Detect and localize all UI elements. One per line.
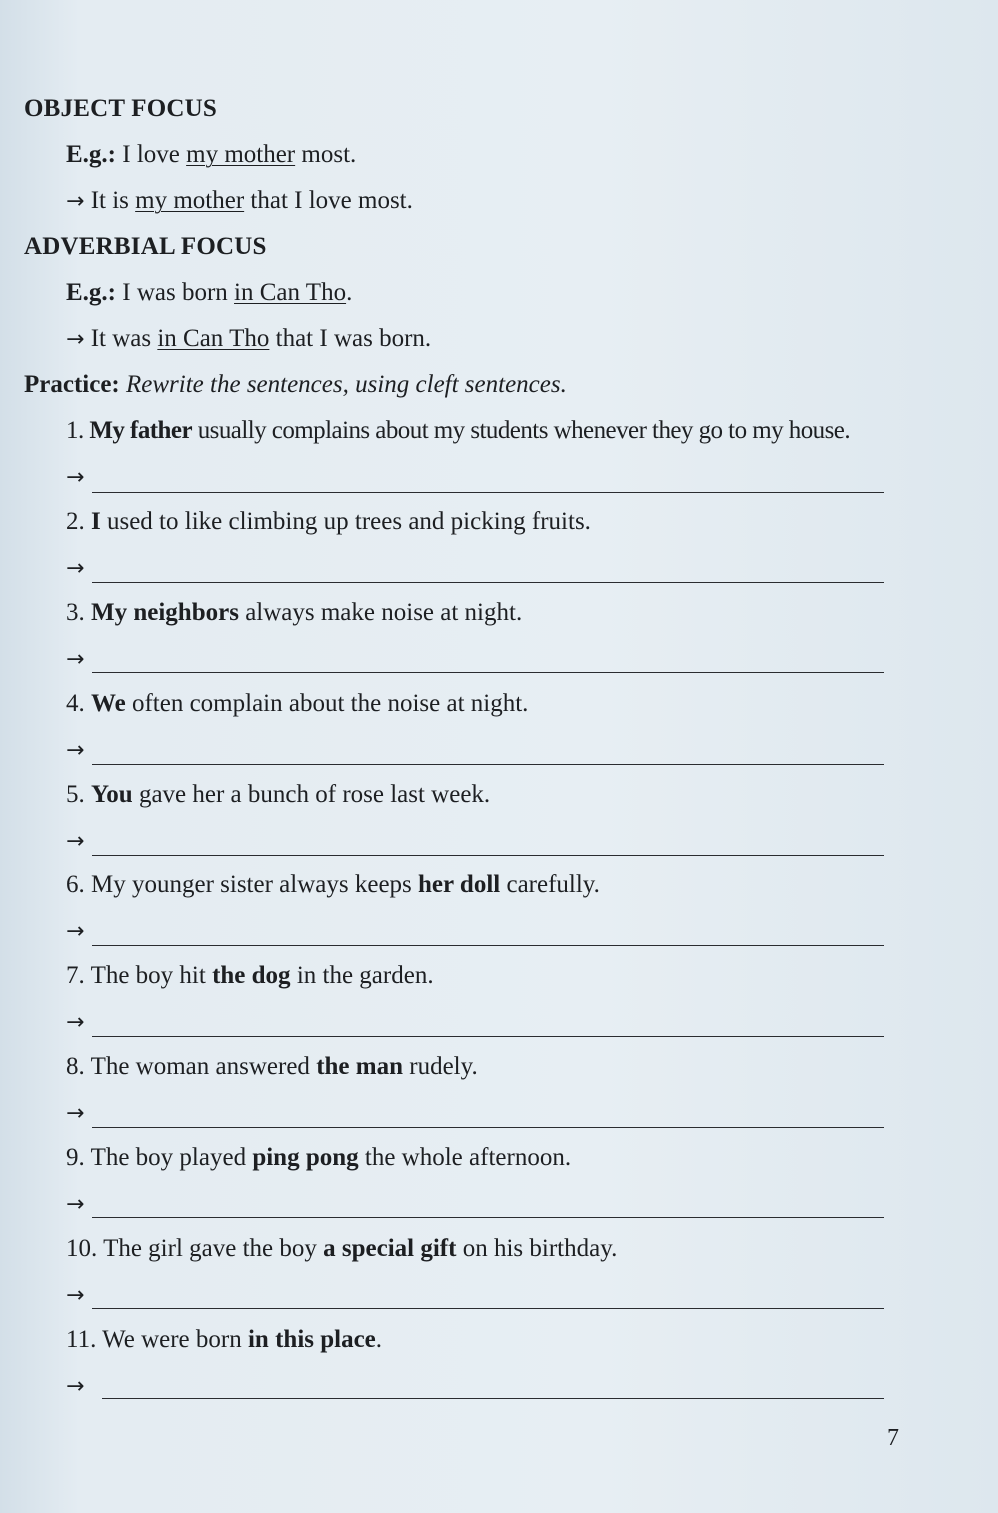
answer-arrow-icon: → xyxy=(66,829,85,854)
question-text-pre: We were born xyxy=(102,1326,248,1353)
adverbial-focus-example xyxy=(66,279,352,307)
answer-text-pre: It was xyxy=(90,325,152,352)
answer-line-6[interactable] xyxy=(92,945,884,946)
question-focus: her doll xyxy=(418,871,501,898)
answer-line-10[interactable] xyxy=(92,1308,884,1309)
question-text: . xyxy=(375,1326,383,1353)
example-focus: in Can Tho xyxy=(234,279,347,306)
answer-text-post: that I love most. xyxy=(250,187,413,214)
example-text-post: . xyxy=(346,279,353,306)
question-focus: ping pong xyxy=(252,1144,359,1171)
example-focus: my mother xyxy=(186,141,296,168)
question-3 xyxy=(66,599,522,627)
answer-line-2[interactable] xyxy=(92,582,884,583)
question-text: in the garden. xyxy=(290,962,434,989)
question-text: often complain about the noise at night. xyxy=(125,690,529,717)
adverbial-focus-heading: ADVERBIAL FOCUS xyxy=(24,233,267,260)
question-text-pre: The boy played xyxy=(90,1144,253,1171)
object-focus-answer xyxy=(66,187,413,215)
question-text-pre: The boy hit xyxy=(90,962,213,989)
question-text-pre: My younger sister always keeps xyxy=(91,871,419,898)
answer-line-9[interactable] xyxy=(92,1217,884,1218)
question-focus: the dog xyxy=(212,962,291,989)
question-number: 5. xyxy=(66,781,85,808)
answer-focus: my mother xyxy=(135,187,245,214)
answer-line-3[interactable] xyxy=(92,672,884,673)
answer-text-pre: It is xyxy=(90,187,129,214)
question-text-pre: The woman answered xyxy=(90,1053,317,1080)
question-text: usually complains about my students whenever they go to my house. xyxy=(192,417,851,444)
question-number: 10. xyxy=(66,1235,98,1262)
question-8 xyxy=(66,1053,478,1081)
question-number: 3. xyxy=(66,599,85,626)
answer-arrow-icon: → xyxy=(66,556,85,581)
question-text: on his birthday. xyxy=(456,1235,618,1262)
answer-focus: in Can Tho xyxy=(157,325,270,352)
question-number: 8. xyxy=(66,1053,85,1080)
example-label: E.g.: xyxy=(66,141,116,168)
question-text: used to like climbing up trees and picking fruits. xyxy=(100,508,591,535)
question-focus: the man xyxy=(316,1053,403,1080)
object-focus-heading: OBJECT FOCUS xyxy=(24,95,217,122)
question-text: carefully. xyxy=(500,871,600,898)
practice-text: Rewrite the sentences, using cleft sentences. xyxy=(126,371,567,398)
example-text-pre: I love xyxy=(122,141,180,168)
question-focus: My father xyxy=(89,417,193,444)
practice-label: Practice: xyxy=(24,371,120,398)
question-focus: You xyxy=(91,781,133,808)
question-focus: in this place xyxy=(247,1326,376,1353)
question-9 xyxy=(66,1144,571,1172)
answer-arrow-icon: → xyxy=(66,1010,85,1035)
question-1 xyxy=(66,417,850,445)
adverbial-focus-answer xyxy=(66,325,431,353)
example-text-pre: I was born xyxy=(122,279,228,306)
question-11 xyxy=(66,1326,382,1354)
question-focus: My neighbors xyxy=(91,599,239,626)
example-text-post: most. xyxy=(301,141,357,168)
question-focus: a special gift xyxy=(323,1235,457,1262)
question-text: rudely. xyxy=(403,1053,478,1080)
question-5 xyxy=(66,781,490,809)
question-text: gave her a bunch of rose last week. xyxy=(132,781,491,808)
practice-instruction xyxy=(24,371,567,399)
question-text-pre: The girl gave the boy xyxy=(103,1235,324,1262)
answer-arrow-icon: → xyxy=(66,647,85,672)
answer-arrow-icon: → xyxy=(66,465,85,490)
arrow-icon: → xyxy=(66,189,85,214)
question-focus: I xyxy=(91,508,101,535)
question-4 xyxy=(66,690,528,718)
arrow-icon: → xyxy=(66,327,85,352)
answer-line-5[interactable] xyxy=(92,855,884,856)
page-number: 7 xyxy=(887,1425,899,1451)
answer-line-8[interactable] xyxy=(92,1127,884,1128)
answer-line-7[interactable] xyxy=(92,1036,884,1037)
answer-text-post: that I was born. xyxy=(275,325,432,352)
answer-arrow-icon: → xyxy=(66,738,85,763)
object-focus-example xyxy=(66,141,356,169)
question-number: 9. xyxy=(66,1144,85,1171)
question-number: 6. xyxy=(66,871,85,898)
answer-line-4[interactable] xyxy=(92,764,884,765)
answer-arrow-icon: → xyxy=(66,919,85,944)
question-7 xyxy=(66,962,434,990)
question-number: 11. xyxy=(66,1326,97,1353)
question-10 xyxy=(66,1235,617,1263)
question-text: always make noise at night. xyxy=(238,599,523,626)
question-number: 2. xyxy=(66,508,85,535)
answer-arrow-icon: → xyxy=(66,1192,85,1217)
question-text: the whole afternoon. xyxy=(358,1144,572,1171)
question-6 xyxy=(66,871,600,899)
question-number: 4. xyxy=(66,690,85,717)
question-number: 1. xyxy=(66,417,84,444)
question-focus: We xyxy=(91,690,126,717)
answer-line-11[interactable] xyxy=(102,1398,884,1399)
example-label: E.g.: xyxy=(66,279,116,306)
answer-arrow-icon: → xyxy=(66,1283,85,1308)
answer-arrow-icon: → xyxy=(66,1101,85,1126)
answer-arrow-icon: → xyxy=(66,1374,85,1399)
answer-line-1[interactable] xyxy=(92,492,884,493)
question-2 xyxy=(66,508,591,536)
question-number: 7. xyxy=(66,962,85,989)
